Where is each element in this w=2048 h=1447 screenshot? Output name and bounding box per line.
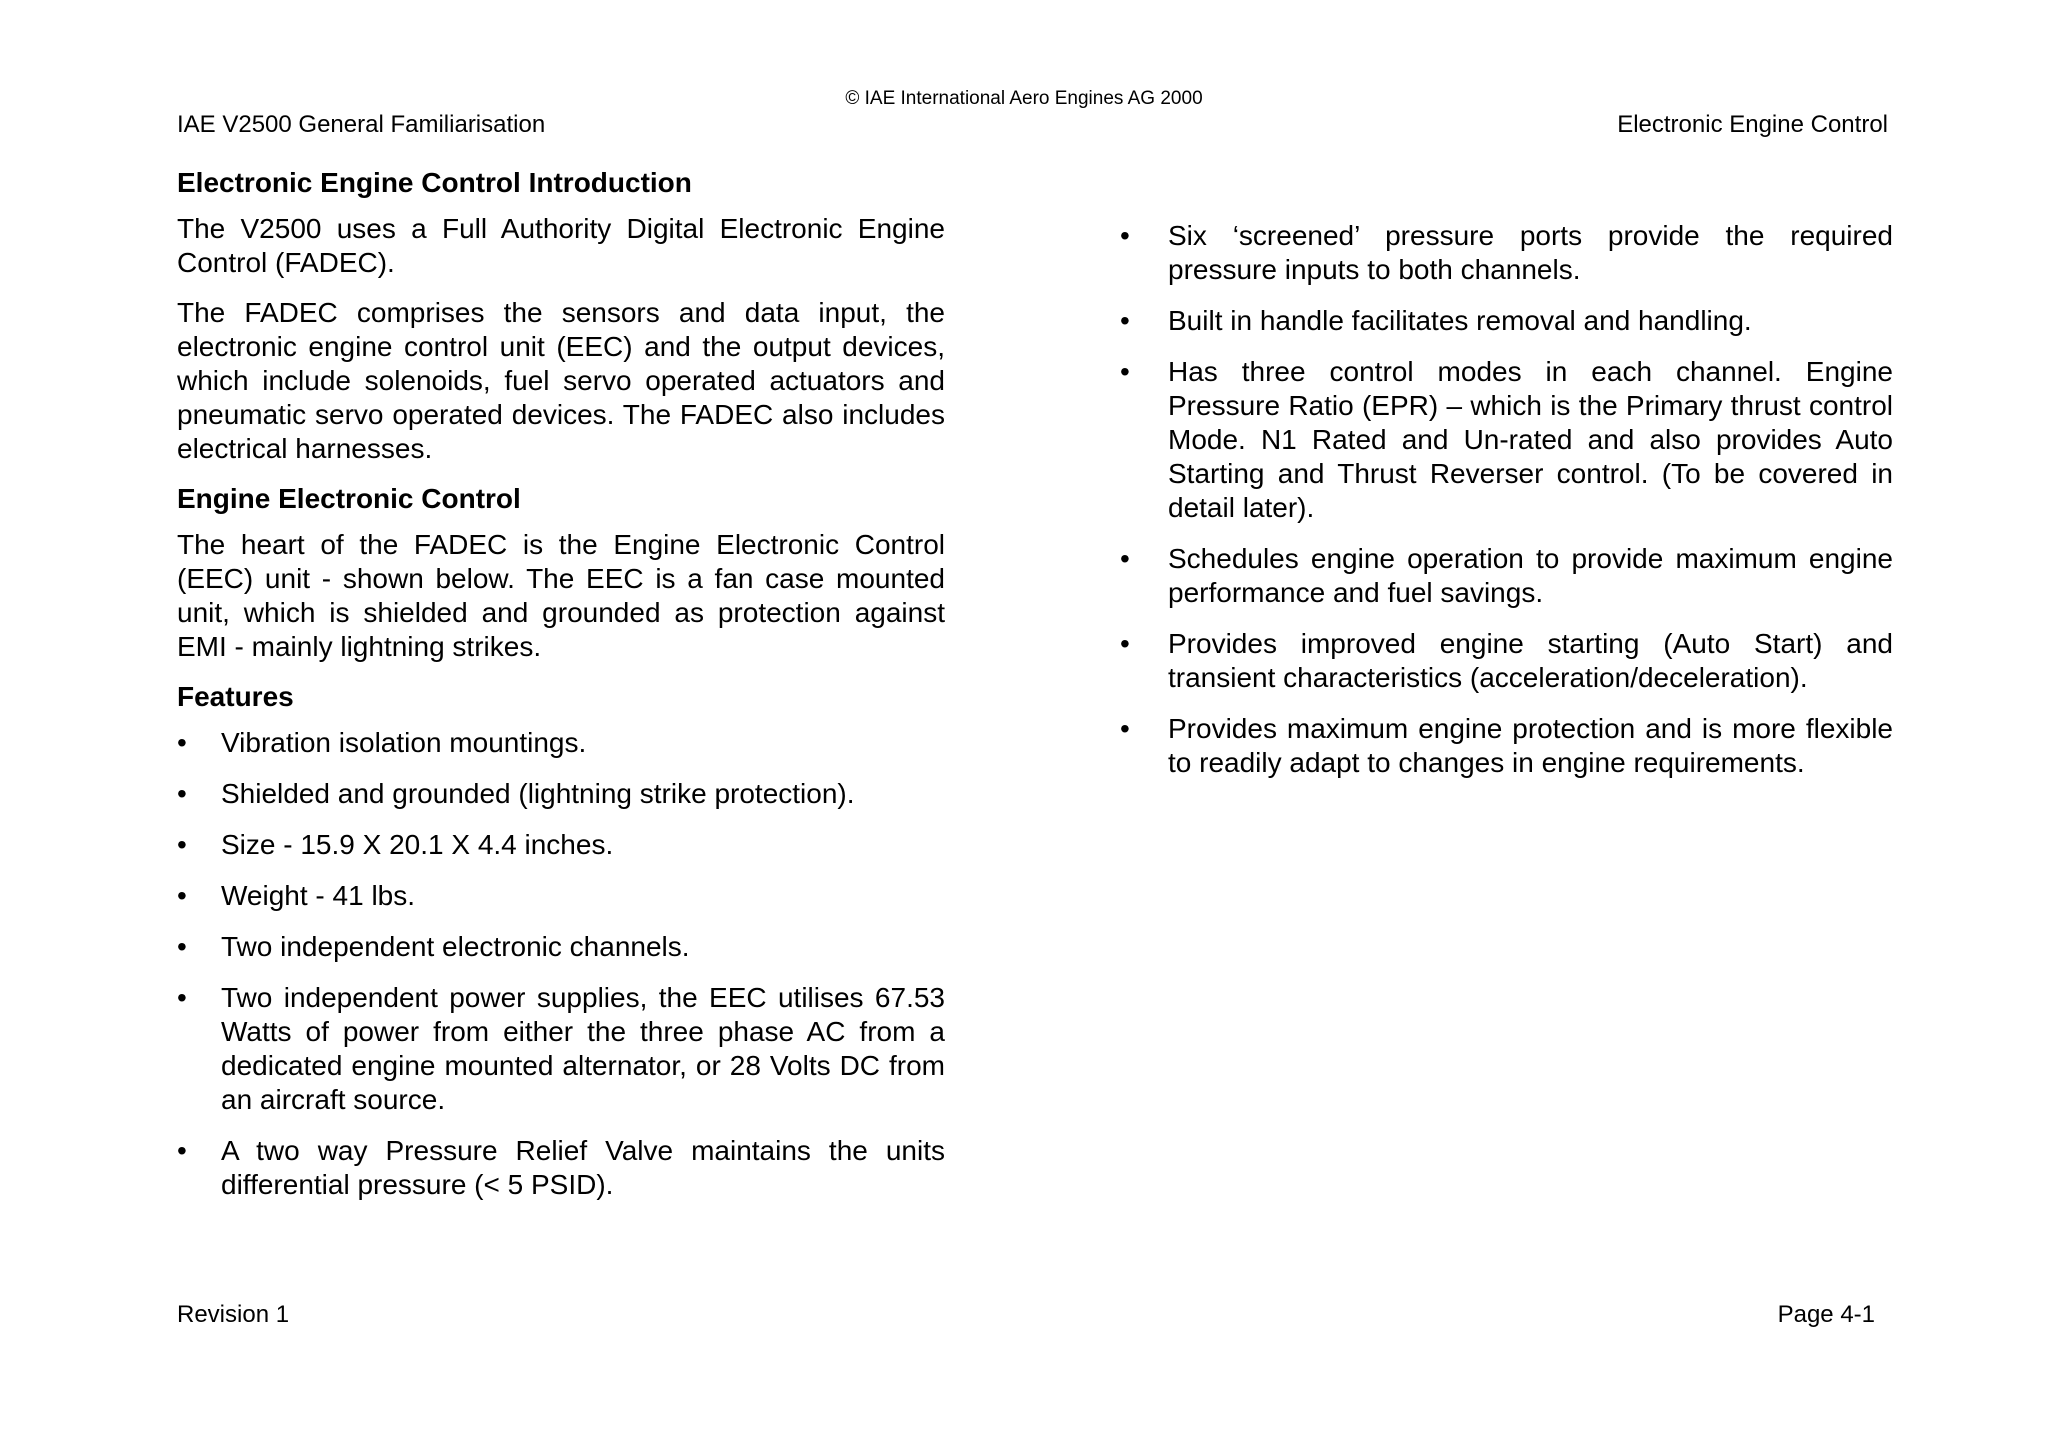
bullet-icon: •	[177, 829, 187, 860]
bullet-icon: •	[1120, 543, 1130, 574]
list-item	[177, 879, 945, 913]
list-item-text: Provides improved engine starting (Auto Start) and transient characteristics (acceleration/deceleration).	[1168, 628, 1893, 693]
list-item-text: Provides maximum engine protection and is more flexible to readily adapt to changes in engine requirements.	[1168, 713, 1893, 778]
paragraph-fadec-intro: The V2500 uses a Full Authority Digital Electronic Engine Control (FADEC).	[177, 213, 945, 278]
list-item	[177, 726, 945, 760]
list-item	[177, 777, 945, 811]
bullet-icon: •	[1120, 220, 1130, 251]
header-document-title: IAE V2500 General Familiarisation	[177, 111, 546, 138]
list-item	[1120, 355, 1893, 525]
bullet-icon: •	[177, 931, 187, 962]
list-item-text: Vibration isolation mountings.	[221, 727, 587, 758]
list-item	[1120, 304, 1893, 338]
list-item	[1120, 712, 1893, 780]
list-item-text: A two way Pressure Relief Valve maintains the units differential pressure (< 5 PSID).	[221, 1135, 945, 1200]
bullet-icon: •	[1120, 628, 1130, 659]
right-column	[1120, 219, 1893, 797]
paragraph-eec-description: The heart of the FADEC is the Engine Electronic Control (EEC) unit - shown below. The EEC is a fan case mounted unit, which is shielded and grounded as protection against EMI - mainly lightning strikes.	[177, 529, 945, 662]
list-item	[177, 981, 945, 1117]
list-item-text: Weight - 41 lbs.	[221, 880, 416, 911]
paragraph-fadec-components: The FADEC comprises the sensors and data input, the electronic engine control unit (EEC) and the output devices, which include solenoids, fuel servo operated actuators and pneumatic servo operated devices. The FADEC also includes electrical harnesses.	[177, 297, 945, 464]
features-list-left	[177, 726, 945, 1202]
list-item	[1120, 627, 1893, 695]
list-item	[177, 1134, 945, 1202]
heading-features: Features	[177, 681, 294, 712]
list-item-text: Schedules engine operation to provide maximum engine performance and fuel savings.	[1168, 543, 1893, 608]
bullet-icon: •	[177, 982, 187, 1013]
list-item-text: Built in handle facilitates removal and handling.	[1168, 305, 1752, 336]
list-item-text: Has three control modes in each channel. Engine Pressure Ratio (EPR) – which is the Primary thrust control Mode. N1 Rated and Un-rated and also provides Auto Starting and Thrust Reverser control. (To be covered in detail later).	[1168, 356, 1893, 523]
list-item	[1120, 542, 1893, 610]
bullet-icon: •	[177, 880, 187, 911]
bullet-icon: •	[177, 1135, 187, 1166]
copyright-notice: © IAE International Aero Engines AG 2000	[845, 88, 1203, 109]
bullet-icon: •	[177, 727, 187, 758]
footer-revision: Revision 1	[177, 1301, 290, 1328]
header-section-title: Electronic Engine Control	[1617, 111, 1888, 138]
list-item	[177, 930, 945, 964]
list-item	[1120, 219, 1893, 287]
bullet-icon: •	[1120, 305, 1130, 336]
list-item-text: Shielded and grounded (lightning strike protection).	[221, 778, 855, 809]
list-item-text: Two independent power supplies, the EEC utilises 67.53 Watts of power from either the three phase AC from a dedicated engine mounted alternator, or 28 Volts DC from an aircraft source.	[221, 982, 945, 1115]
bullet-icon: •	[177, 778, 187, 809]
list-item-text: Two independent electronic channels.	[221, 931, 690, 962]
features-list-right	[1120, 219, 1893, 780]
heading-introduction: Electronic Engine Control Introduction	[177, 167, 692, 198]
heading-engine-electronic-control: Engine Electronic Control	[177, 483, 521, 514]
left-column	[177, 166, 945, 1219]
bullet-icon: •	[1120, 356, 1130, 387]
footer-page-number: Page 4-1	[1777, 1301, 1875, 1328]
list-item-text: Six ‘screened’ pressure ports provide the required pressure inputs to both channels.	[1168, 220, 1893, 285]
list-item-text: Size - 15.9 X 20.1 X 4.4 inches.	[221, 829, 614, 860]
list-item	[177, 828, 945, 862]
bullet-icon: •	[1120, 713, 1130, 744]
